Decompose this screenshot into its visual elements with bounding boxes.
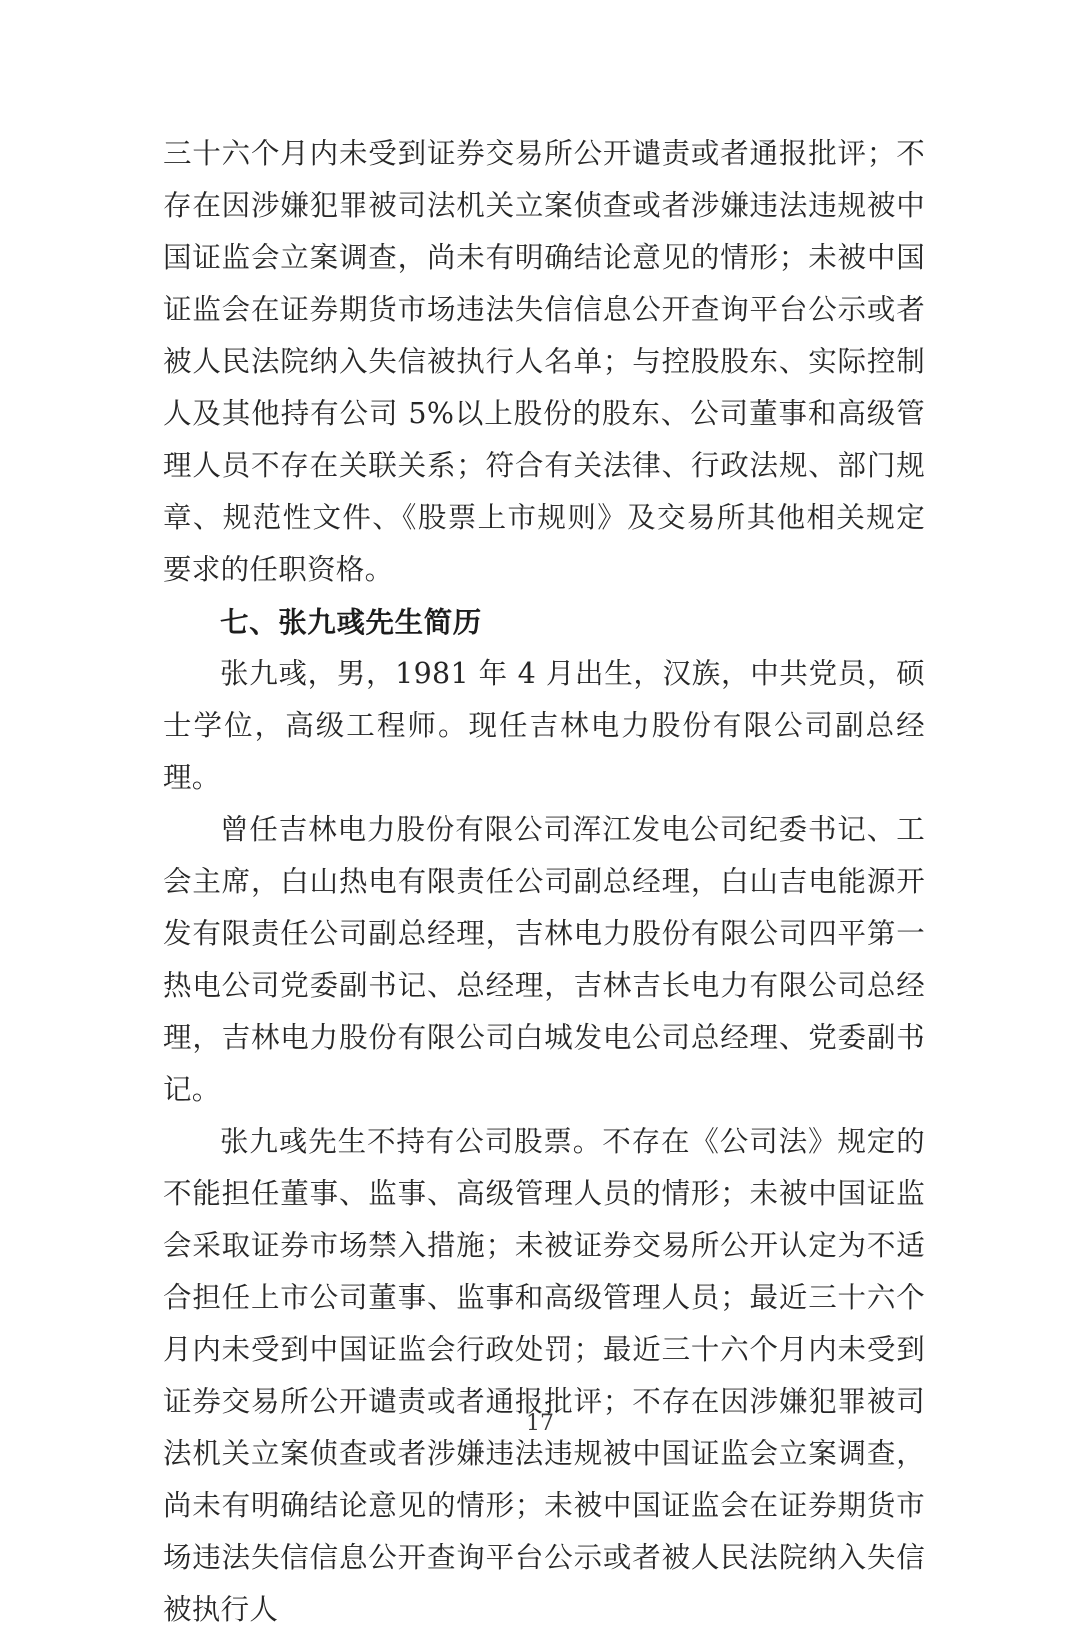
section-heading-zhang-jiuyu-resume: 七、张九彧先生简历: [220, 605, 482, 639]
paragraph-continued-qualifications: 三十六个月内未受到证券交易所公开谴责或者通报批评；不存在因涉嫌犯罪被司法机关立案侦查或者涉嫌违法违规被中国证监会立案调查，尚未有明确结论意见的情形；未被中国证监会在证券期货市场违法失信信息公开查询平台公示或者被人民法院纳入失信被执行人名单；与控股股东、实际控制人及其他持有公司 5%以上股份的股东、公司董事和高级管理人员不存在关联关系；符合有关法律、行政法规、部门规章、规范性文件、《股票上市规则》及交易所其他相关规定要求的任职资格。: [163, 137, 925, 586]
page-number: 17: [526, 1411, 554, 1436]
paragraph-career-history: 曾任吉林电力股份有限公司浑江发电公司纪委书记、工会主席，白山热电有限责任公司副总经理，白山吉电能源开发有限责任公司副总经理，吉林电力股份有限公司四平第一热电公司党委副书记、总经理，吉林吉长电力有限公司总经理，吉林电力股份有限公司白城发电公司总经理、党委副书记。: [163, 813, 925, 1106]
paragraph-personal-details: 张九彧，男，1981 年 4 月出生，汉族，中共党员，硕士学位，高级工程师。现任吉林电力股份有限公司副总经理。: [163, 657, 925, 794]
paragraph-compliance-statement: 张九彧先生不持有公司股票。不存在《公司法》规定的不能担任董事、监事、高级管理人员的情形；未被中国证监会采取证券市场禁入措施；未被证券交易所公开认定为不适合担任上市公司董事、监事和高级管理人员；最近三十六个月内未受到中国证监会行政处罚；最近三十六个月内未受到证券交易所公开谴责或者通报批评；不存在因涉嫌犯罪被司法机关立案侦查或者涉嫌违法违规被中国证监会立案调查，尚未有明确结论意见的情形；未被中国证监会在证券期货市场违法失信信息公开查询平台公示或者被人民法院纳入失信被执行人: [163, 1125, 925, 1626]
